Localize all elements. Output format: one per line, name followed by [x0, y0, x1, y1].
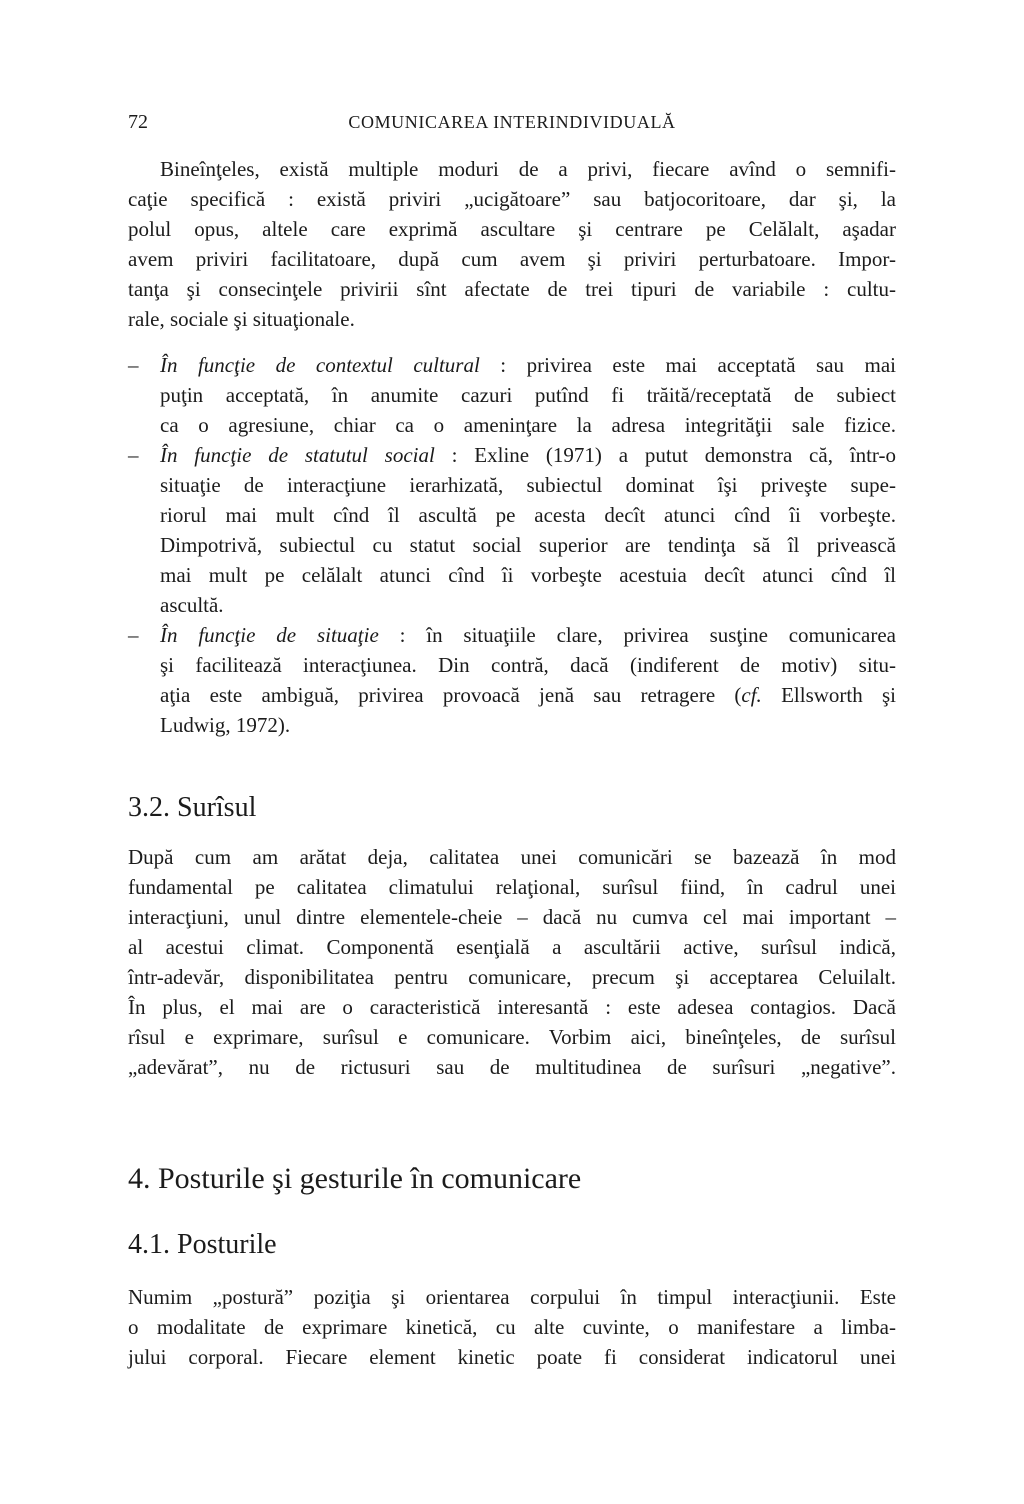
page-number: 72: [128, 111, 148, 133]
italic-text: În funcţie de statutul social: [160, 443, 435, 467]
text-line: [128, 214, 896, 244]
text-segment: Dimpotrivă, subiectul cu statut social superior are tendinţa să îl privească: [160, 533, 896, 557]
text-segment: : în situaţiile clare, privirea susţine comunicarea: [378, 623, 896, 647]
text-segment: într-adevăr, disponibilitatea pentru comunicare, precum şi acceptarea Celuilalt.: [128, 965, 896, 989]
text-line: [160, 650, 896, 680]
section-heading: 3.2. Surîsul: [128, 792, 257, 823]
text-line: [128, 154, 896, 184]
text-line: [160, 680, 896, 710]
text-line: [160, 530, 896, 560]
text-segment: ascultă.: [160, 593, 224, 617]
text-segment: şi facilitează interacţiunea. Din contră, dacă (indiferent de motiv) situ-: [160, 653, 896, 677]
text-segment: polul opus, altele care exprimă ascultare şi centrare pe Celălalt, aşadar: [128, 217, 896, 241]
running-title: COMUNICAREA INTERINDIVIDUALĂ: [348, 112, 676, 132]
text-segment: După cum am arătat deja, calitatea unei comunicări se bazează în mod: [128, 845, 896, 869]
text-line: [128, 992, 896, 1022]
text-segment: fundamental pe calitatea climatului relaţional, surîsul fiind, în cadrul unei: [128, 875, 896, 899]
list-item: [128, 620, 896, 740]
text-line: [160, 380, 896, 410]
text-line: [128, 274, 896, 304]
text-line: [128, 244, 896, 274]
text-line: [128, 1312, 896, 1342]
text-line: [128, 932, 896, 962]
text-segment: rale, sociale şi situaţionale.: [128, 307, 355, 331]
section-heading: 4.1. Posturile: [128, 1229, 277, 1260]
text-segment: Ludwig, 1972).: [160, 713, 291, 737]
text-line: [160, 500, 896, 530]
content: [128, 154, 896, 1372]
text-line: [128, 872, 896, 902]
text-segment: jului corporal. Fiecare element kinetic poate fi considerat indicatorul unei: [128, 1345, 896, 1369]
text-line: [128, 842, 896, 872]
text-segment: situaţie de interacţiune ierarhizată, subiectul dominat îşi priveşte supe-: [160, 473, 896, 497]
text-segment: Ellsworth şi: [761, 683, 896, 707]
text-line: [128, 962, 896, 992]
text-segment: Numim „postură” poziţia şi orientarea corpului în timpul interacţiunii. Este: [128, 1285, 896, 1309]
text-line: [160, 410, 896, 440]
text-segment: tanţa şi consecinţele privirii sînt afectate de trei tipuri de variabile : cultu-: [128, 277, 896, 301]
text-segment: avem priviri facilitatoare, după cum avem şi priviri perturbatoare. Impor-: [128, 247, 896, 271]
text-line: [128, 1282, 896, 1312]
text-segment: „adevărat”, nu de rictusuri sau de multitudinea de surîsuri „negative”.: [128, 1055, 896, 1079]
dash-marker: –: [128, 443, 139, 467]
text-segment: În plus, el mai are o caracteristică interesantă : este adesea contagios. Dacă: [128, 995, 896, 1019]
text-segment: o modalitate de exprimare kinetică, cu alte cuvinte, o manifestare a limba-: [128, 1315, 896, 1339]
text-line: [160, 350, 896, 380]
text-line: [160, 560, 896, 590]
italic-text: cf.: [741, 683, 762, 707]
text-segment: aţia este ambiguă, privirea provoacă jenă sau retragere (: [160, 683, 742, 707]
text-line: [128, 304, 896, 334]
list-item-body: [160, 620, 896, 740]
text-segment: : privirea este mai acceptată sau mai: [479, 353, 896, 377]
dash-marker: –: [128, 353, 139, 377]
text-segment: al acestui climat. Componentă esenţială a ascultării active, surîsul indică,: [128, 935, 896, 959]
italic-text: În funcţie de contextul cultural: [160, 353, 480, 377]
text-segment: : Exline (1971) a putut demonstra că, într-o: [434, 443, 896, 467]
text-segment: Bineînţeles, există multiple moduri de a privi, fiecare avînd o semnifi-: [160, 157, 896, 181]
text-line: [160, 590, 896, 620]
text-line: [160, 620, 896, 650]
text-line: [160, 710, 896, 740]
text-segment: rîsul e exprimare, surîsul e comunicare. Vorbim aici, bineînţeles, de surîsul: [128, 1025, 896, 1049]
list-item: [128, 440, 896, 620]
text-line: [160, 440, 896, 470]
text-segment: mai mult pe celălalt atunci cînd îi vorbeşte acestuia decît atunci cînd îl: [160, 563, 896, 587]
list-item: [128, 350, 896, 440]
text-segment: ca o agresiune, chiar ca o ameninţare la adresa integrităţii sale fizice.: [160, 413, 896, 437]
italic-text: În funcţie de situaţie: [160, 623, 379, 647]
text-segment: interacţiuni, unul dintre elementele-cheie – dacă nu cumva cel mai important –: [128, 905, 896, 929]
paragraph: [128, 1282, 896, 1372]
bullet-list: [128, 350, 896, 740]
page-header: [128, 110, 896, 134]
text-segment: caţie specifică : există priviri „ucigătoare” sau batjocoritoare, dar şi, la: [128, 187, 896, 211]
text-line: [128, 184, 896, 214]
list-item-body: [160, 350, 896, 440]
paragraph: [128, 154, 896, 334]
text-segment: puţin acceptată, în anumite cazuri putînd fi trăită/receptată de subiect: [160, 383, 896, 407]
text-line: [128, 1342, 896, 1372]
text-line: [128, 902, 896, 932]
text-segment: riorul mai mult cînd îl ascultă pe acesta decît atunci cînd îi vorbeşte.: [160, 503, 896, 527]
list-item-body: [160, 440, 896, 620]
text-line: [128, 1022, 896, 1052]
text-line: [160, 470, 896, 500]
text-line: [128, 1052, 896, 1082]
section-heading: 4. Posturile şi gesturile în comunicare: [128, 1162, 582, 1195]
paragraph: [128, 842, 896, 1082]
dash-marker: –: [128, 623, 139, 647]
